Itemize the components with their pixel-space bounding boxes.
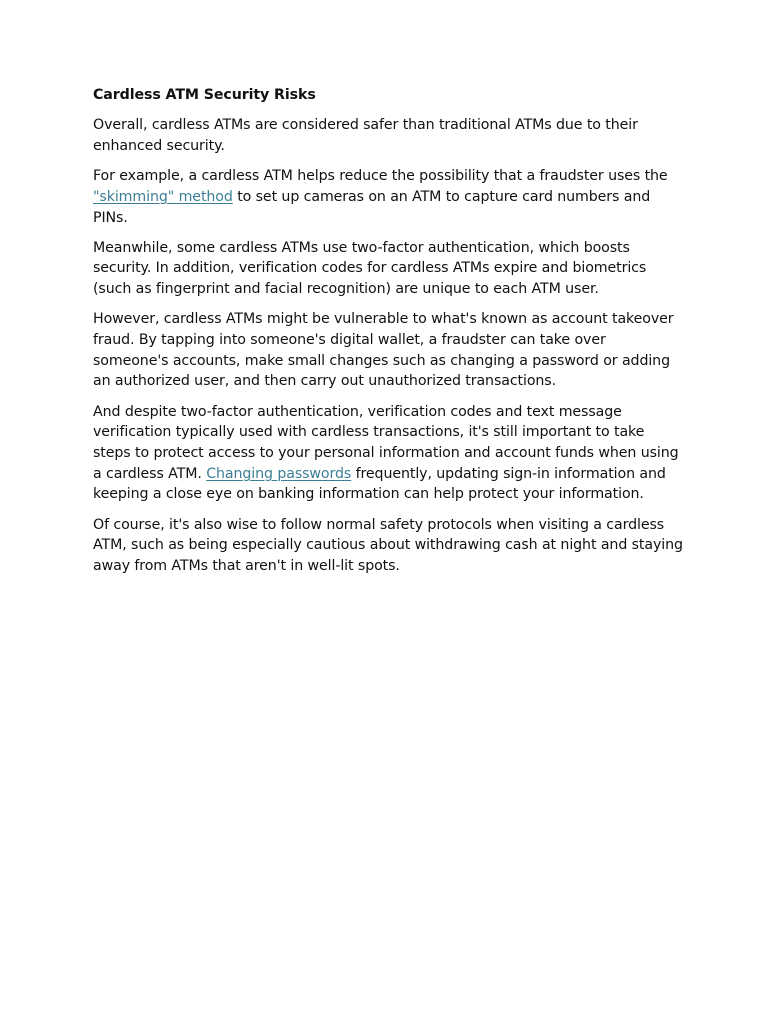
paragraph-skimming-text-before: For example, a cardless ATM helps reduce the possibility that a fraudster uses the bbox=[93, 168, 668, 185]
paragraph-protect-access-text-before: And despite two-factor authentication, verification codes and text message verification typically used with cardless transactions, it's still important to take steps to protect access to your personal information and account funds when using a cardless ATM. bbox=[93, 403, 679, 482]
paragraph-overview: Overall, cardless ATMs are considered safer than traditional ATMs due to their enhanced security. bbox=[93, 117, 638, 154]
changing-passwords-link[interactable]: Changing passwords bbox=[206, 465, 352, 482]
paragraph-skimming-text-after: to set up cameras on an ATM to capture card numbers and PINs. bbox=[93, 188, 651, 226]
article bbox=[93, 85, 683, 586]
paragraph-two-factor: Meanwhile, some cardless ATMs use two-factor authentication, which boosts security. In addition, verification codes for cardless ATMs expire and biometrics (such as fingerprint and facial recognition) are unique to each ATM user. bbox=[93, 239, 647, 298]
article-heading: Cardless ATM Security Risks bbox=[93, 87, 316, 103]
paragraph-safety-protocols: Of course, it's also wise to follow normal safety protocols when visiting a cardless ATM, such as being especially cautious about withdrawing cash at night and staying away from ATMs that aren't in well-lit spots. bbox=[93, 516, 683, 575]
paragraph-protect-access-text-after: frequently, updating sign-in information and keeping a close eye on banking information can help protect your information. bbox=[93, 465, 666, 503]
paragraph-skimming bbox=[93, 166, 683, 228]
paragraph-account-takeover: However, cardless ATMs might be vulnerable to what's known as account takeover fraud. By tapping into someone's digital wallet, a fraudster can take over someone's accounts, make small changes such as changing a password or adding an authorized user, and then carry out unauthorized transactions. bbox=[93, 311, 674, 390]
paragraph-protect-access bbox=[93, 402, 683, 506]
skimming-method-link[interactable]: "skimming" method bbox=[93, 188, 233, 205]
